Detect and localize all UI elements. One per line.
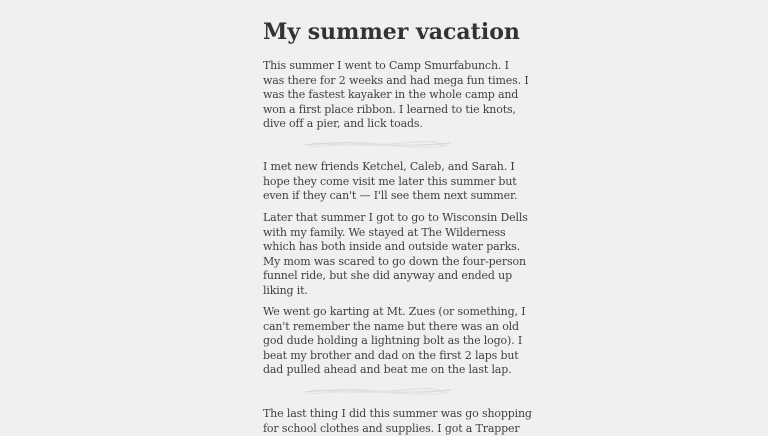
text-line: can't remember the name but there was an old — [263, 319, 519, 333]
text-line: This summer I went to Camp Smurfabunch. I — [263, 59, 509, 72]
text-line: liking it. — [263, 283, 308, 297]
text-line: was the fastest kayaker in the whole camp and — [263, 88, 519, 102]
scribble-divider — [303, 385, 453, 399]
text-line: which has both inside and outside water parks. — [263, 240, 520, 254]
text-line: even if they can't — I'll see them next summer. — [263, 189, 518, 203]
page-title: My summer vacation — [263, 19, 520, 45]
paragraph-camp — [263, 59, 529, 132]
text-line: dad pulled ahead and beat me on the last lap. — [263, 363, 512, 377]
text-line: funnel ride, but she did anyway and ended up — [263, 269, 512, 283]
paragraph-go-karting — [263, 305, 526, 378]
text-line: I met new friends Ketchel, Caleb, and Sarah. I — [263, 160, 515, 173]
scribble-divider — [303, 138, 453, 152]
text-line: with my family. We stayed at The Wilderness — [263, 225, 506, 239]
text-line: We went go karting at Mt. Zues (or something, I — [263, 305, 526, 318]
paragraph-friends — [263, 160, 518, 204]
text-line: The last thing I did this summer was go shopping — [263, 407, 532, 420]
text-line: beat my brother and dad on the first 2 laps but — [263, 348, 519, 362]
text-line: god dude holding a lightning bolt as the logo). I — [263, 334, 523, 348]
text-line: for school clothes and supplies. I got a Trapper — [263, 421, 520, 435]
text-line: hope they come visit me later this summer but — [263, 174, 517, 188]
text-line: was there for 2 weeks and had mega fun times. I — [263, 73, 529, 87]
text-line: won a first place ribbon. I learned to tie knots, — [263, 102, 516, 116]
text-line: Later that summer I got to go to Wisconsin Dells — [263, 211, 528, 224]
text-line: My mom was scared to go down the four-person — [263, 254, 526, 268]
text-line: dive off a pier, and lick toads. — [263, 117, 423, 131]
paragraph-wisconsin-dells — [263, 211, 528, 299]
